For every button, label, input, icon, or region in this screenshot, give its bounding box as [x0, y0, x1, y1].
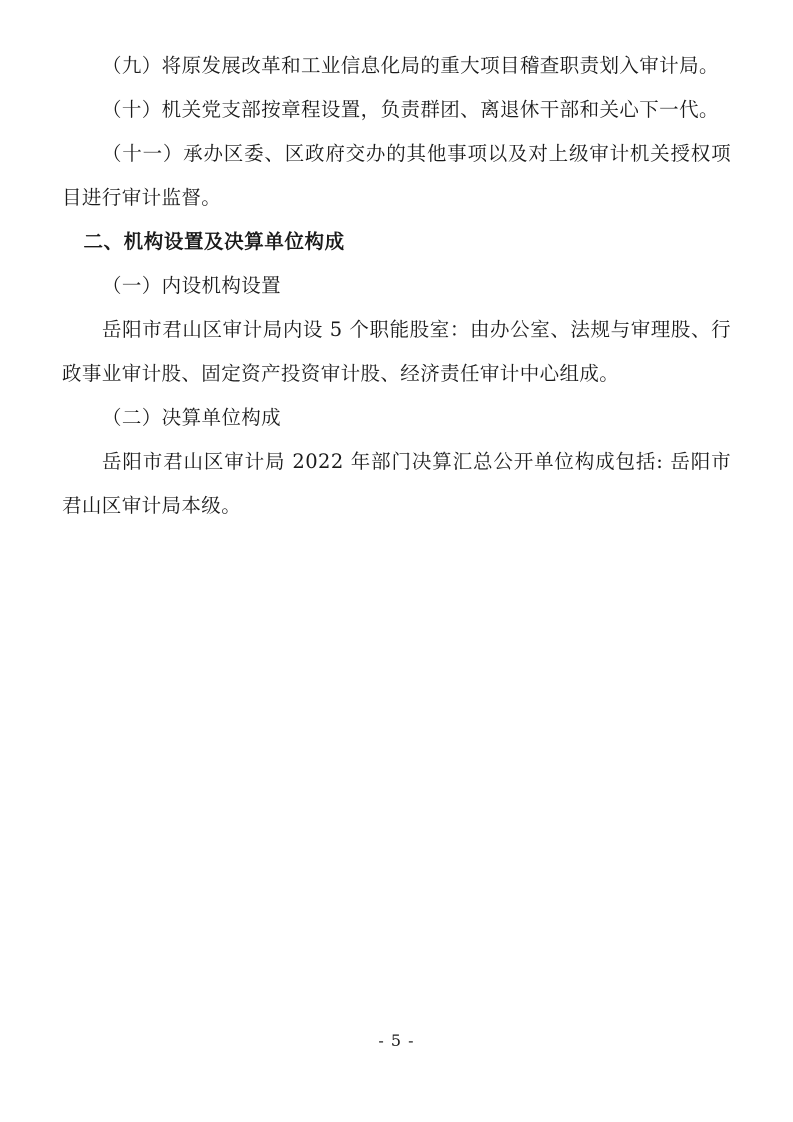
- paragraph-item-eleven: （十一）承办区委、区政府交办的其他事项以及对上级审计机关授权项目进行审计监督。: [62, 142, 731, 209]
- paragraph-item-nine: （九）将原发展改革和工业信息化局的重大项目稽查职责划入审计局。: [101, 54, 719, 77]
- section-heading: 二、机构设置及决算单位构成: [83, 230, 345, 253]
- subsection-one-title: （一）内设机构设置: [101, 274, 282, 297]
- subsection-two-body: 岳阳市君山区审计局 2022 年部门决算汇总公开单位构成包括: 岳阳市君山区审计局本级。: [62, 450, 731, 517]
- paragraph-item-ten: （十）机关党支部按章程设置，负责群团、离退休干部和关心下一代。: [101, 98, 719, 121]
- subsection-one-body: 岳阳市君山区审计局内设 5 个职能股室：由办公室、法规与审理股、行政事业审计股、固定资产投资审计股、经济责任审计中心组成。: [62, 318, 731, 385]
- subsection-two-title: （二）决算单位构成: [101, 406, 282, 429]
- page-number: - 5 -: [378, 1031, 415, 1050]
